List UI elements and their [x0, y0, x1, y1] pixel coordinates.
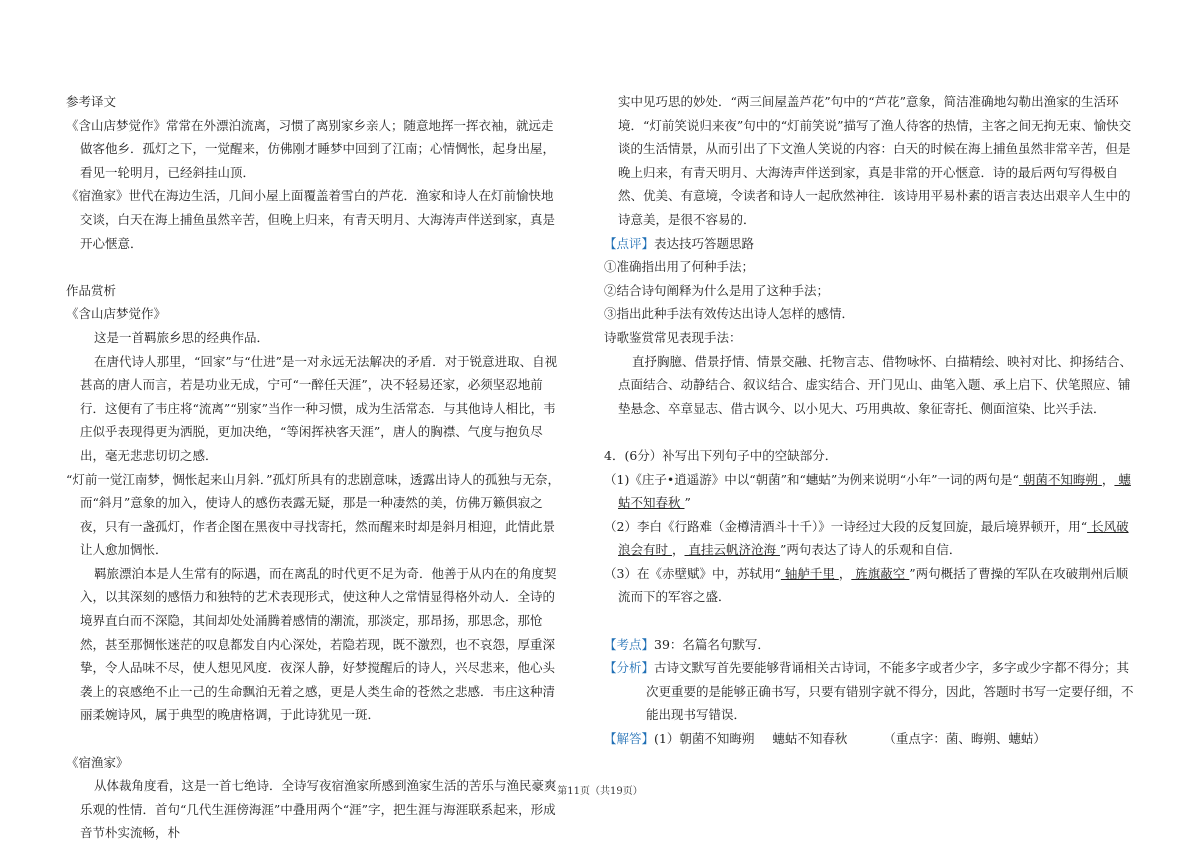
- q4-3-answer-2: 旌旗蔽空: [851, 565, 910, 581]
- page-footer: 第11页（共19页）: [557, 786, 643, 797]
- question-4-stem: 4．(6分）补写出下列句子中的空缺部分．: [604, 447, 838, 463]
- q4-1-end: ”: [684, 495, 691, 511]
- translation-paragraph-1: 《含山店梦觉作》常常在外漂泊流离，习惯了离别家乡亲人；随意地挥一挥衣袖，就远走做客他乡．孤灯之下，一觉醒来，仿佛刚才睡梦中回到了江南；心情惆怅，起身出屋，看见一轮明月，已经斜挂山顶．: [66, 117, 556, 180]
- poem1-paragraph-1: 在唐代诗人那里，“回家”与“仕进”是一对永远无法解决的矛盾．对于锐意进取、自视甚高的唐人而言，若是功业无成，宁可“一醉任天涯”，决不轻易还家，必须坚忍地前行．这便有了韦庄将“流离”“别家”当作一种习惯，成为生活常态．与其他诗人相比，韦庄似乎表现得更为洒脱，更加决绝，“等闲挥袂客天涯”，唐人的胸襟、气度与抱负尽出，毫无悲悲切切之感．: [80, 353, 558, 463]
- poem1-title: 《含山店梦觉作》: [66, 306, 167, 322]
- translation-paragraph-2: 《宿渔家》世代在海边生活，几间小屋上面覆盖着雪白的芦花．渔家和诗人在灯前愉快地交谈，白天在海上捕鱼虽然辛苦，但晚上归来，有青天明月、大海涛声伴送到家，真是开心惬意．: [66, 188, 556, 251]
- dianping-tag: 【点评】: [604, 235, 655, 251]
- jieda-tag: 【解答】: [604, 731, 655, 747]
- q4-1-separator: ，: [1101, 471, 1115, 487]
- q4-2-separator: ，: [671, 542, 685, 558]
- translation-heading: 参考译文: [66, 94, 117, 109]
- question-4-part-2: [604, 515, 1134, 562]
- common-techniques-heading: 诗歌鉴赏常见表现手法：: [604, 329, 742, 345]
- poem2-continuation: 实中见巧思的妙处．“两三间屋盖芦花”句中的“芦花”意象，简洁准确地勾勒出渔家的生活环境．“灯前笑说归来夜”句中的“灯前笑说”描写了渔人待客的热情，主客之间无拘无束、愉快交谈的生活情景，从而引出了下文渔人笑说的内容：白天的时候在海上捕鱼虽然非常辛苦，但是晚上归来，有青天明月、大海涛声伴送到家，真是非常的开心惬意．诗的最后两句写得极自然、优美、有意境，令读者和诗人一起欣然神往．该诗用平易朴素的语言表达出艰辛人生中的诗意美，是很不容易的．: [618, 94, 1132, 227]
- step-3: ③指出此种手法有效传达出诗人怎样的感情．: [604, 306, 855, 322]
- poem1-paragraph-3: 羁旅漂泊本是人生常有的际遇，而在离乱的时代更不足为奇．他善于从内在的角度契入，以其深刻的感悟力和独特的艺术表现形式，使这种人之常情显得格外动人．全诗的境界直白而不深隐，其间却处处涌腾着感情的潮流，那淡定，那昂扬，那思念，那怆然，甚至那惆怅迷茫的叹息都发自内心深处，若隐若现，既不激烈，也不哀怨，厚重深挚，令人品味不尽，使人想见风度．夜深人静，好梦搅醒后的诗人，兴尽悲来，他心头袭上的哀感绝不止一己的生命飘泊无着之感，更是人类生命的苍然之悲感．韦庄这种清丽柔婉诗风，属于典型的晚唐格调，于此诗犹见一斑．: [80, 565, 557, 723]
- q4-3-answer-1: 轴舻千里: [780, 565, 839, 581]
- poem2-title: 《宿渔家》: [66, 754, 129, 770]
- jieda-line: [604, 727, 1134, 751]
- q4-1-answer-2: 蟪蛄不知春秋: [618, 471, 1131, 511]
- question-4-part-3: [604, 562, 1134, 609]
- q4-3-separator: ，: [838, 565, 852, 581]
- left-column: [66, 90, 564, 845]
- poem1-paragraph-2: “灯前一觉江南梦，惆怅起来山月斜．”孤灯所具有的悲剧意味，透露出诗人的孤独与无奈，而“斜月”意象的加入，使诗人的感伤表露无疑，那是一种凄然的美，仿佛万籁俱寂之夜，只有一盏孤灯，作者企图在黑夜中寻找寄托，然而醒来时却是斜月相迎，此情此景让人愈加惆怅．: [66, 471, 561, 558]
- q4-2-answer-1: 长风破浪会有时: [618, 518, 1129, 558]
- q4-1-answer-1: 朝菌不知晦朔: [1018, 471, 1102, 487]
- appreciation-heading: 作品赏析: [66, 282, 117, 298]
- poem2-paragraph-1: 从体裁角度看，这是一首七绝诗．全诗写夜宿渔家所感到渔家生活的苦乐与渔民豪爽乐观的性情．首句“几代生涯傍海涯”中叠用两个“涯”字，把生涯与海涯联系起来，形成音节朴实流畅，朴: [80, 778, 557, 841]
- kaodian-line: [604, 633, 1134, 657]
- step-1: ①准确指出用了何种手法；: [604, 259, 755, 275]
- q4-3-prompt: （3）在《赤壁赋》中，苏轼用“: [604, 565, 781, 581]
- fenxi-line: [604, 656, 1134, 727]
- q4-1-prompt: （1)《庄子•逍遥游》中以“朝菌”和“蟪蛄”为例来说明“小年”一词的两句是“: [604, 471, 1019, 487]
- q4-3-end: ”两句概括了曹操的军队在攻破荆州后顺流而下的军容之盛．: [618, 565, 1129, 605]
- q4-2-answer-2: 直挂云帆济沧海: [684, 542, 780, 558]
- dianping-text: 表达技巧答题思路: [654, 235, 755, 251]
- q4-2-end: ”两句表达了诗人的乐观和自信．: [779, 542, 962, 558]
- kaodian-tag: 【考点】: [604, 636, 655, 652]
- q4-2-prompt: （2）李白《行路难（金樽清酒斗十千）》一诗经过大段的反复回旋，最后境界顿开，用“: [604, 518, 1088, 534]
- fenxi-tag: 【分析】: [604, 660, 655, 676]
- step-2: ②结合诗句阐释为什么是用了这种手法；: [604, 282, 830, 298]
- question-4-part-1: [604, 468, 1134, 515]
- dianping-line: [604, 232, 1134, 256]
- common-techniques-list: 直抒胸臆、借景抒情、情景交融、托物言志、借物咏怀、白描精绘、映衬对比、抑扬结合、点面结合、动静结合、叙议结合、虚实结合、开门见山、曲笔入题、承上启下、伏笔照应、铺垫悬念、卒章显志、借古讽今、以小见大、巧用典故、象征寄托、侧面渲染、比兴手法．: [618, 353, 1133, 416]
- poem1-intro: 这是一首羁旅乡思的经典作品．: [94, 329, 270, 345]
- jieda-answer-2: 蟪蛄不知春秋: [772, 731, 848, 747]
- jieda-key-chars: （重点字：菌、晦朔、蟪蛄）: [883, 731, 1046, 747]
- kaodian-text: 39：名篇名句默写．: [654, 636, 770, 652]
- jieda-answer-1: (1）朝菌不知晦朔: [654, 731, 755, 747]
- fenxi-text: 古诗文默写首先要能够背诵相关古诗词，不能多字或者少字，多字或少字都不得分；其次更重要的是能够正确书写，只要有错别字就不得分，因此，答题时书写一定要仔细，不能出现书写错误．: [646, 660, 1134, 723]
- right-column: [604, 90, 1134, 751]
